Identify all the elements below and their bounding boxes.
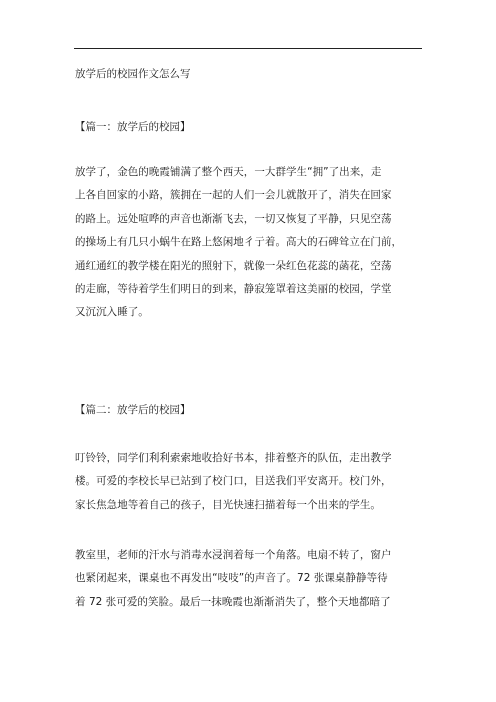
paragraph-line: 的走廊，等待着学生们明日的到来，静寂笼罩着这美丽的校园，学堂	[75, 282, 392, 295]
paragraph-line: 上各自回家的小路，簇拥在一起的人们一会儿就散开了，消失在回家	[75, 189, 392, 202]
paragraph-line: 的操场上有几只小蜗牛在路上悠闲地彳亍着。高大的石碑耸立在门前，	[75, 236, 403, 249]
paragraph-line: 着 72 张可爱的笑脸。最后一抹晚霞也渐渐消失了，整个天地都暗了	[75, 595, 391, 608]
paragraph-line: 又沉沉入睡了。	[75, 306, 149, 319]
document-title: 放学后的校园作文怎么写	[75, 68, 191, 80]
paragraph-line: 通红通红的教学楼在阳光的照射下，就像一朵红色花蕊的菡花，空荡	[75, 259, 392, 272]
paragraph-line: 教室里，老师的汗水与消毒水浸润着每一个角落。电扇不转了，窗户	[75, 549, 392, 561]
section-heading-2: 【篇二：放学后的校园】	[75, 404, 191, 416]
section-2-paragraph-1	[75, 447, 425, 517]
paragraph-line: 的路上。远处喧哗的声音也渐渐飞去，一切又恢复了平静，只见空荡	[75, 212, 392, 225]
header-rule	[74, 48, 422, 49]
paragraph-line: 也紧闭起来，课桌也不再发出“吱吱”的声音了。72 张课桌静静等待	[75, 572, 388, 585]
section-1-paragraph-1	[75, 161, 425, 325]
section-2-paragraph-2	[75, 544, 425, 614]
paragraph-line: 放学了，金色的晚霞铺满了整个西天，一大群学生“拥”了出来，走	[75, 166, 382, 178]
paragraph-line: 楼。可爱的李校长早已站到了校门口，目送我们平安离开。校门外，	[75, 475, 392, 488]
paragraph-line: 家长焦急地等着自己的孩子，目光快速扫描着每一个出来的学生。	[75, 498, 381, 511]
section-heading-1: 【篇一：放学后的校园】	[75, 121, 191, 133]
paragraph-line: 叮铃铃，同学们利利索索地收拾好书本，排着整齐的队伍，走出教学	[75, 452, 392, 464]
